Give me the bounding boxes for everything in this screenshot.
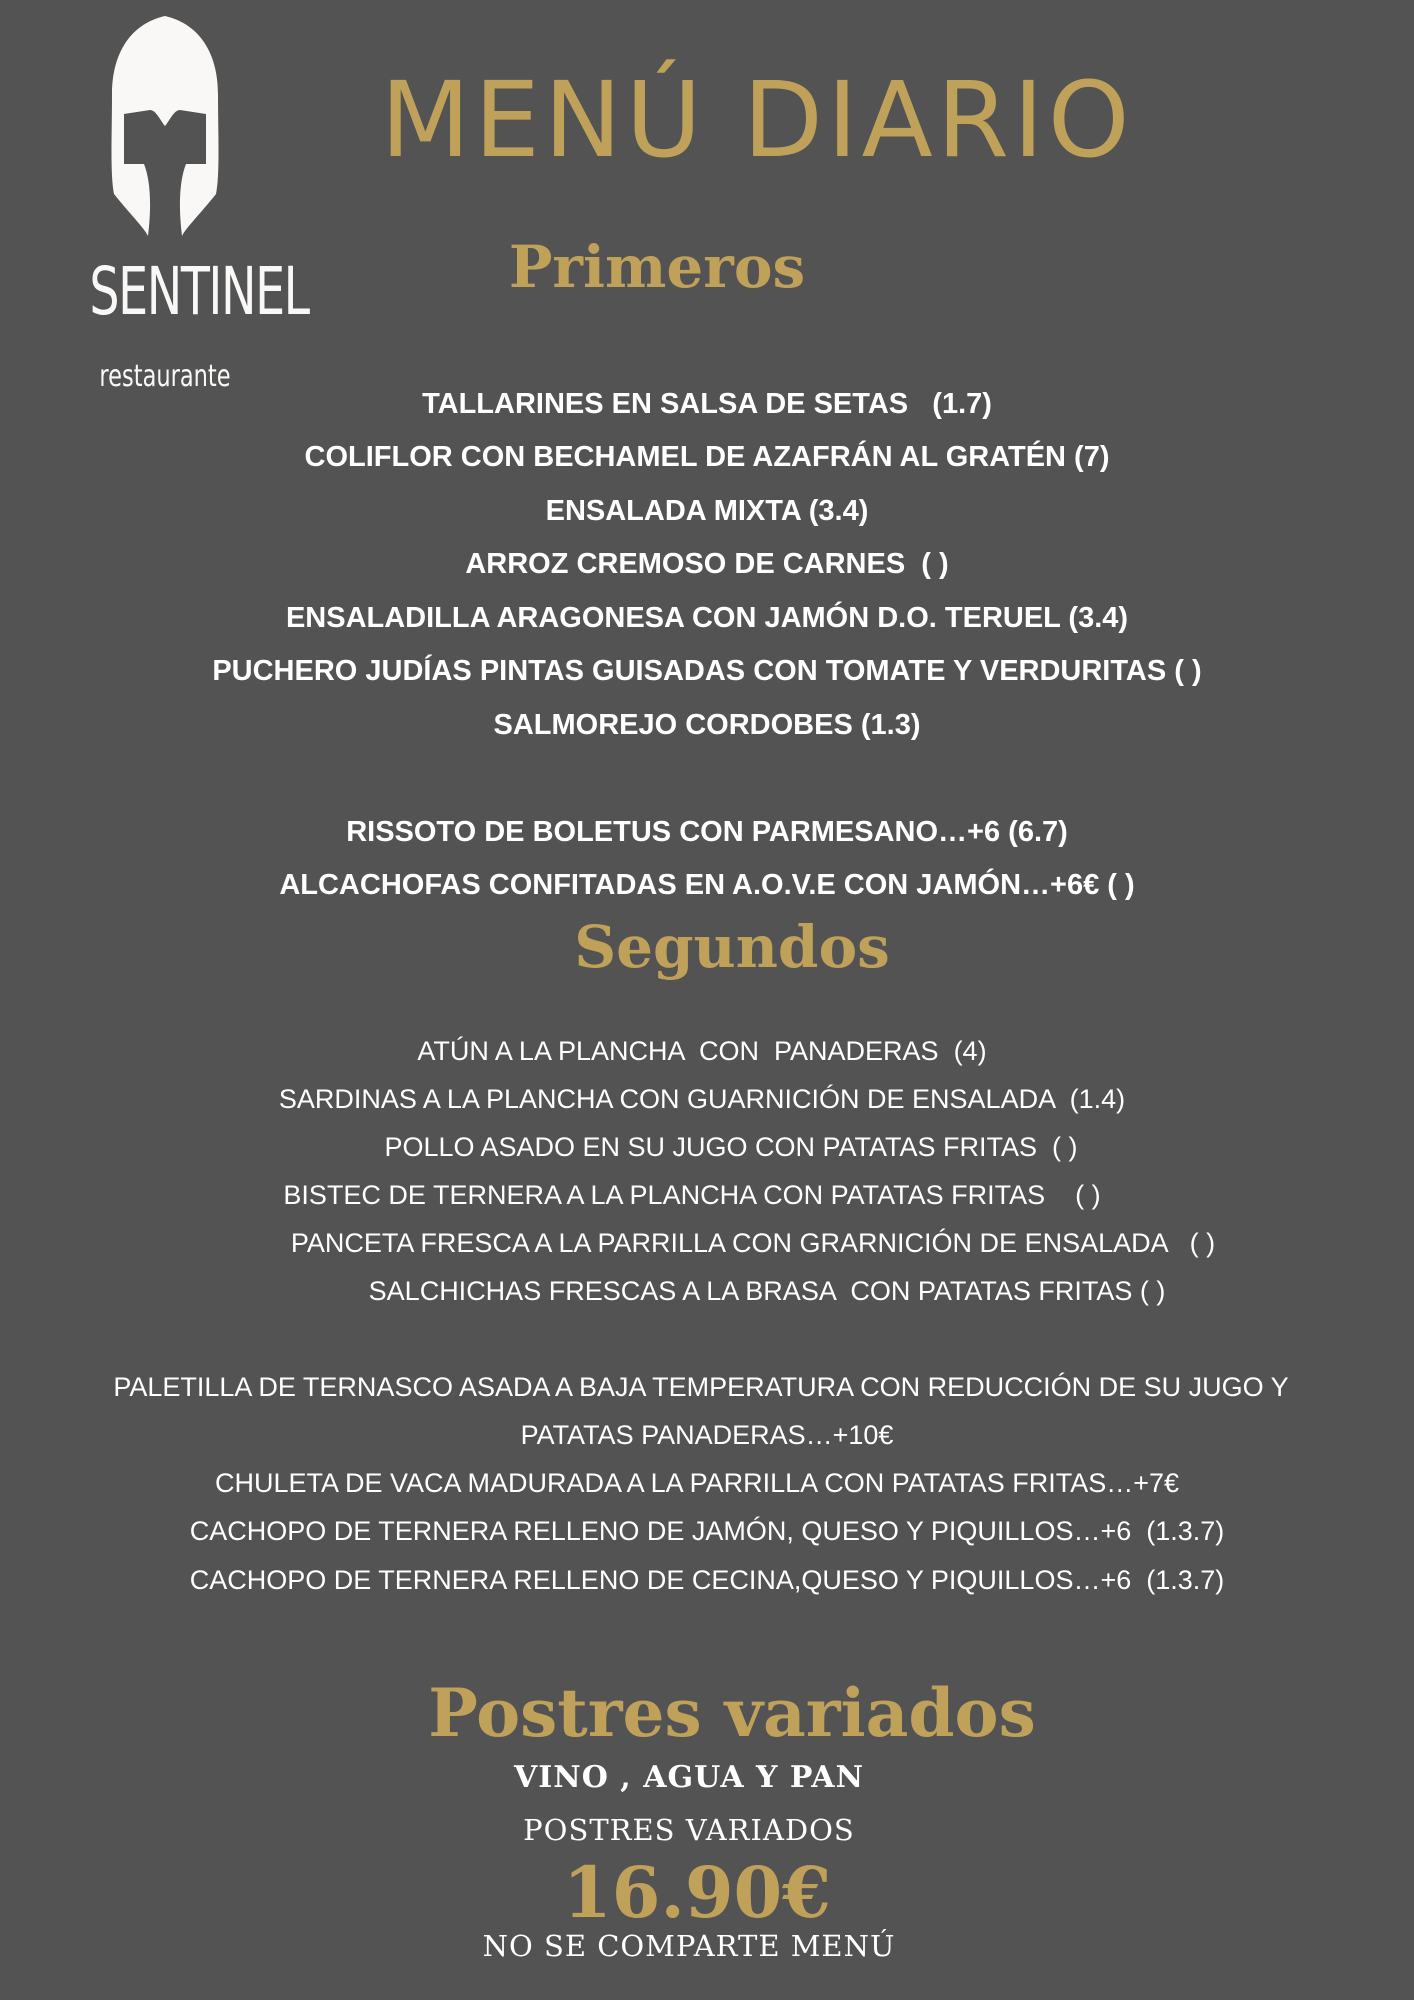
menu-price: 16.90€ — [563, 1851, 831, 1934]
brand-subtitle: restaurante — [99, 359, 231, 394]
list-item: CACHOPO DE TERNERA RELLENO DE CECINA,QUESO Y PIQUILLOS…+6 (1.3.7) — [189, 1565, 1225, 1595]
dessert-line: POSTRES VARIADOS — [523, 1813, 855, 1847]
list-item: POLLO ASADO EN SU JUGO CON PATATAS FRITAS ( ) — [384, 1132, 1078, 1162]
list-item: CACHOPO DE TERNERA RELLENO DE JAMÓN, QUESO Y PIQUILLOS…+6 (1.3.7) — [189, 1516, 1225, 1546]
menu-title: MENÚ DIARIO — [380, 59, 1134, 181]
segundos-heading: Segundos — [574, 913, 890, 981]
list-item: PUCHERO JUDÍAS PINTAS GUISADAS CON TOMATE Y VERDURITAS ( ) — [212, 655, 1202, 687]
list-item: PALETILLA DE TERNASCO ASADA A BAJA TEMPERATURA CON REDUCCIÓN DE SU JUGO Y — [113, 1372, 1289, 1402]
list-item: ENSALADILLA ARAGONESA CON JAMÓN D.O. TERUEL (3.4) — [285, 602, 1129, 634]
list-item: SARDINAS A LA PLANCHA CON GUARNICIÓN DE ENSALADA (1.4) — [278, 1084, 1126, 1114]
list-item: BISTEC DE TERNERA A LA PLANCHA CON PATATAS FRITAS ( ) — [283, 1180, 1101, 1210]
brand-name: SENTINEL — [89, 253, 309, 330]
list-item: SALMOREJO CORDOBES (1.3) — [493, 709, 921, 741]
list-item: PANCETA FRESCA A LA PARRILLA CON GRARNICIÓN DE ENSALADA ( ) — [290, 1228, 1216, 1258]
list-item: COLIFLOR CON BECHAMEL DE AZAFRÁN AL GRATÉN (7) — [304, 441, 1110, 473]
no-share-note: NO SE COMPARTE MENÚ — [482, 1929, 896, 1963]
list-item: ALCACHOFAS CONFITADAS EN A.O.V.E CON JAMÓN…+6€ ( ) — [279, 869, 1135, 901]
includes-text: VINO , AGUA Y PAN — [514, 1760, 864, 1795]
list-item: RISSOTO DE BOLETUS CON PARMESANO…+6 (6.7) — [346, 816, 1068, 848]
list-item: ARROZ CREMOSO DE CARNES ( ) — [465, 548, 949, 580]
list-item: SALCHICHAS FRESCAS A LA BRASA CON PATATAS FRITAS ( ) — [368, 1276, 1166, 1306]
list-item: TALLARINES EN SALSA DE SETAS (1.7) — [422, 388, 992, 420]
list-item: ATÚN A LA PLANCHA CON PANADERAS (4) — [417, 1036, 987, 1066]
list-item: ENSALADA MIXTA (3.4) — [545, 495, 869, 527]
list-item: CHULETA DE VACA MADURADA A LA PARRILLA CON PATATAS FRITAS…+7€ — [214, 1468, 1180, 1498]
primeros-heading: Primeros — [508, 233, 806, 301]
list-item: PATATAS PANADERAS…+10€ — [520, 1420, 894, 1450]
postres-heading: Postres variados — [428, 1674, 1036, 1752]
